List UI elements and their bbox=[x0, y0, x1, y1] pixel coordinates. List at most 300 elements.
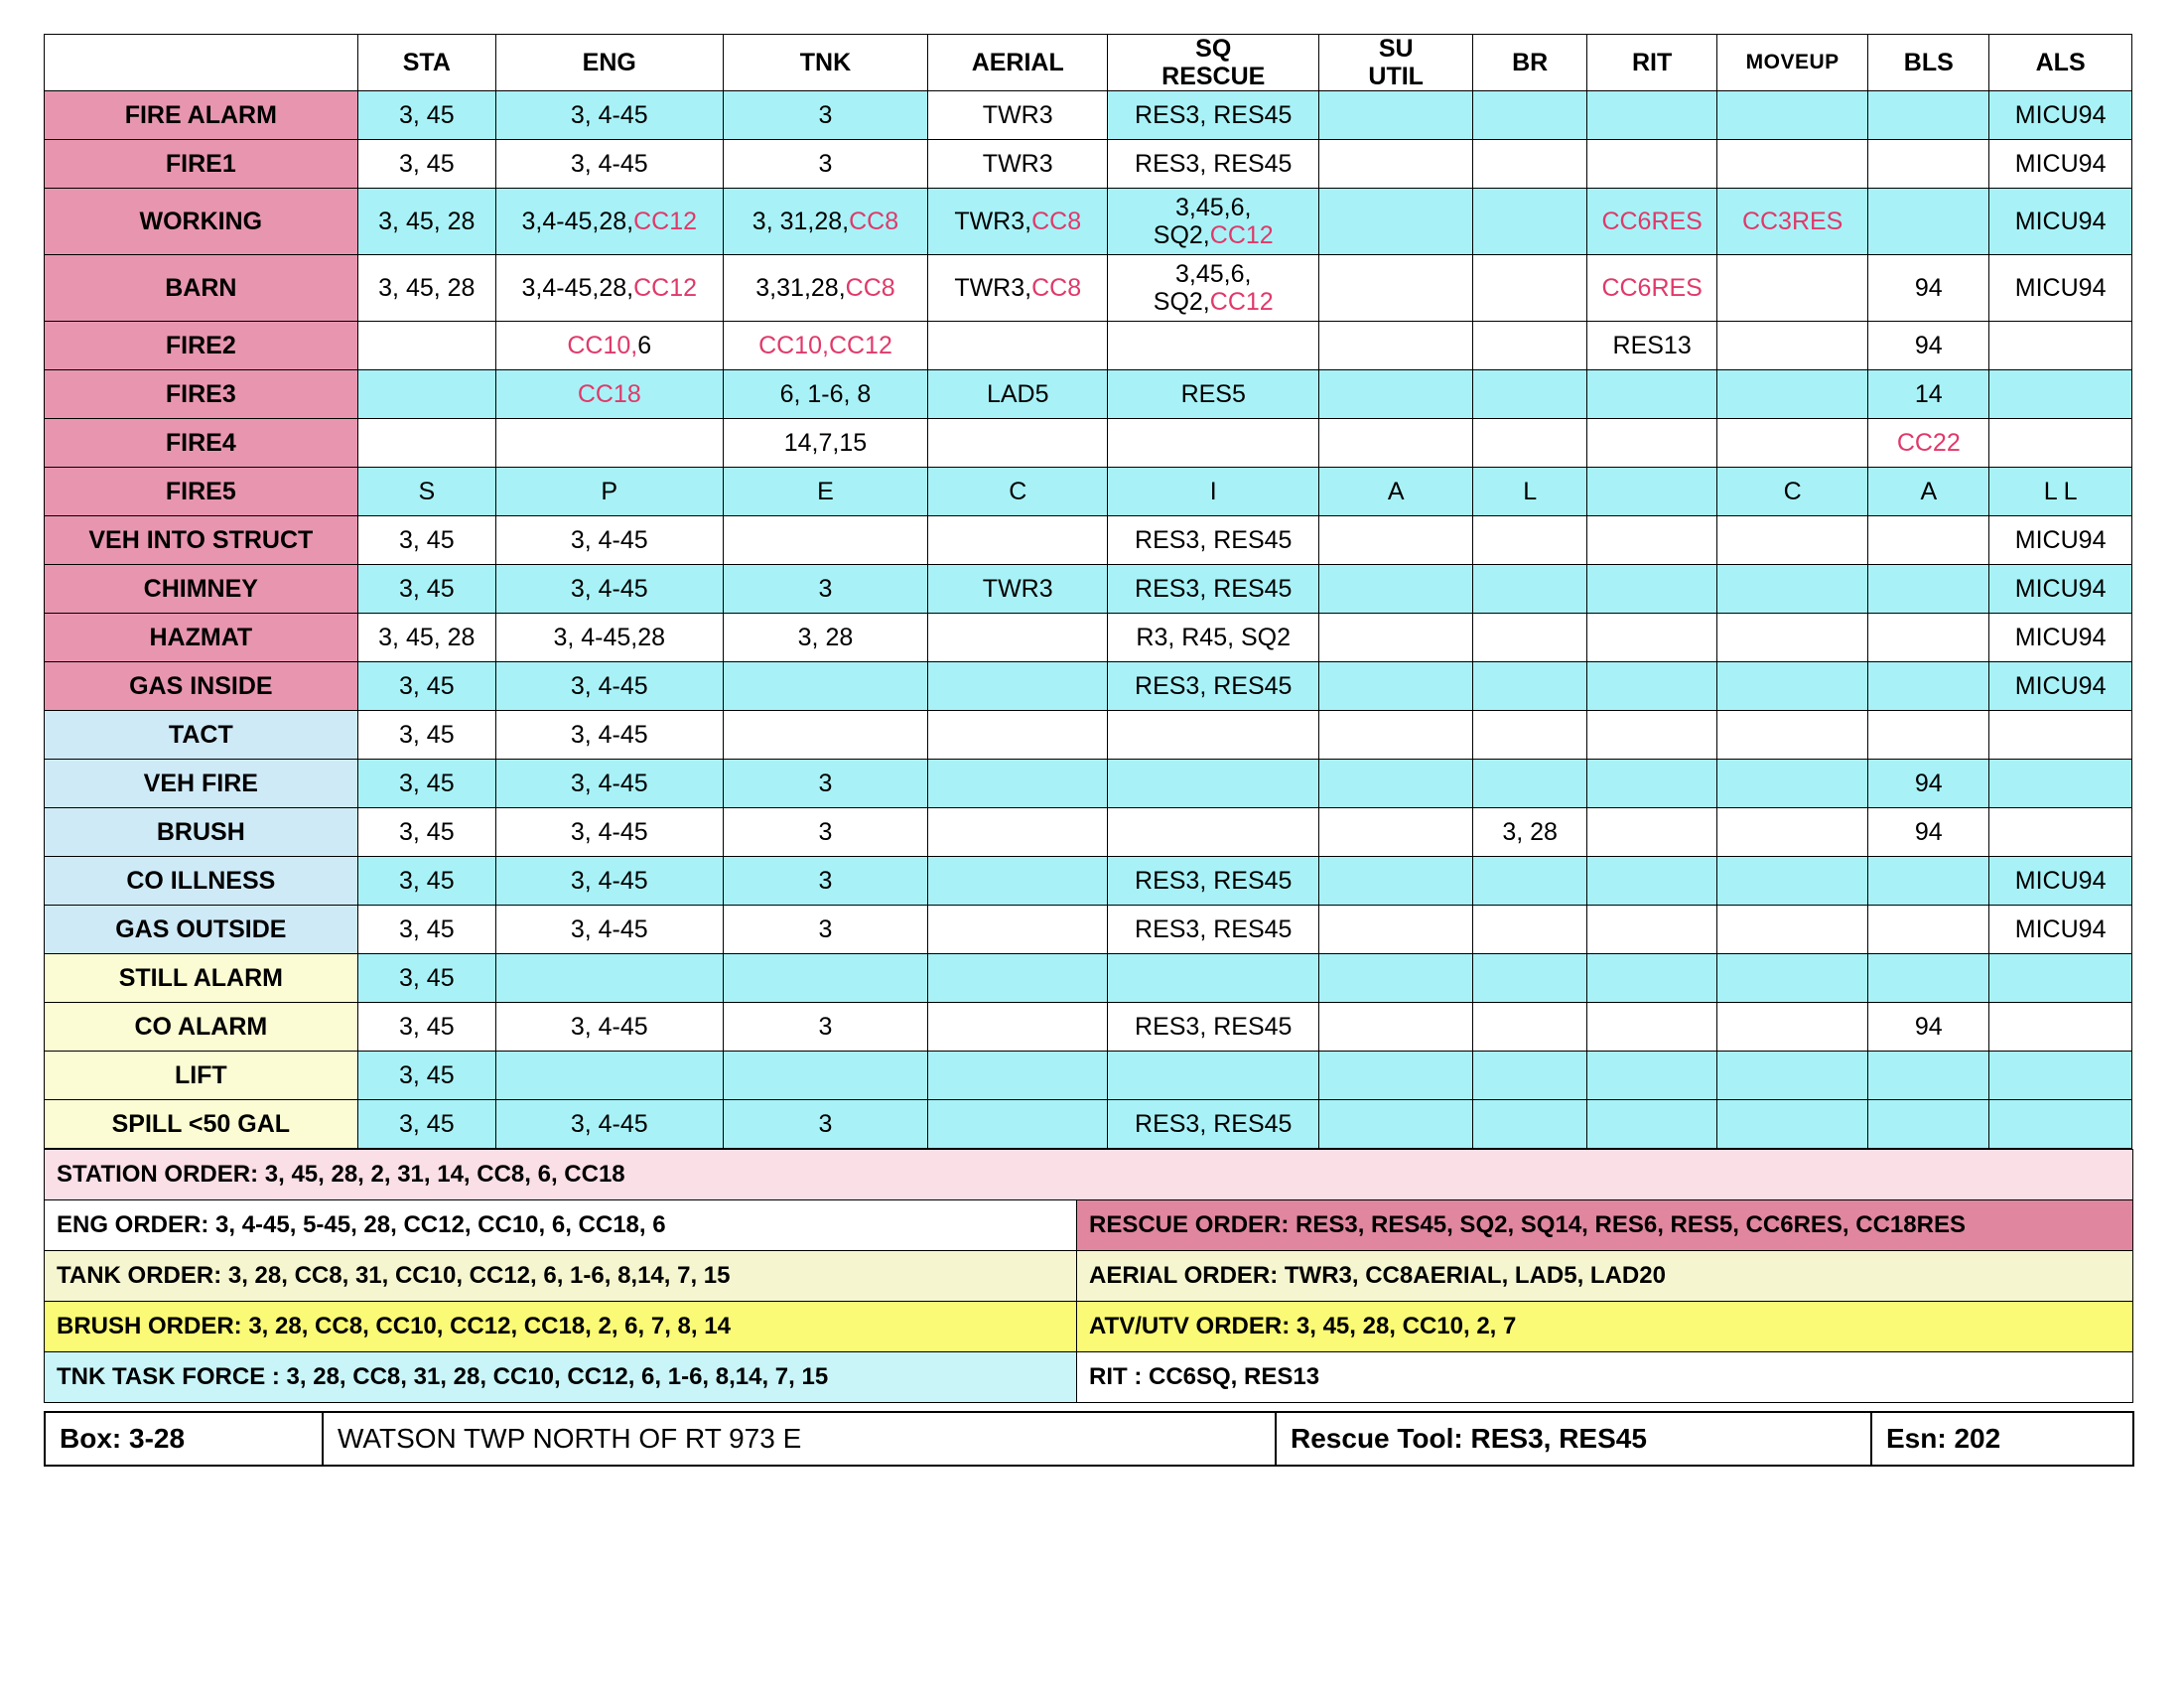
cell-sta: 3, 45 bbox=[357, 808, 495, 857]
cell-sta: 3, 45 bbox=[357, 565, 495, 614]
cell-tnk: E bbox=[723, 468, 928, 516]
cell-br bbox=[1472, 711, 1586, 760]
cell-suutil bbox=[1319, 760, 1473, 808]
cell-moveup bbox=[1716, 711, 1867, 760]
cell-eng: 3, 4-45 bbox=[495, 516, 723, 565]
row-label-gas-inside: GAS INSIDE bbox=[45, 662, 358, 711]
cell-tnk: 3 bbox=[723, 760, 928, 808]
cell-br bbox=[1472, 189, 1586, 255]
cell-bls bbox=[1868, 565, 1989, 614]
cell-als bbox=[1989, 322, 2132, 370]
cell-br bbox=[1472, 760, 1586, 808]
cell-rit bbox=[1587, 711, 1717, 760]
cell-sq: RES3, RES45 bbox=[1108, 1100, 1319, 1149]
cell-sta: 3, 45, 28 bbox=[357, 614, 495, 662]
row-label-gas-outside: GAS OUTSIDE bbox=[45, 906, 358, 954]
cell-sq bbox=[1108, 255, 1319, 322]
cell-suutil bbox=[1319, 140, 1473, 189]
cell-eng: 3, 4-45 bbox=[495, 857, 723, 906]
cell-tnk bbox=[723, 189, 928, 255]
cell-sta: 3, 45 bbox=[357, 1003, 495, 1052]
cell-moveup bbox=[1716, 370, 1867, 419]
tnk-task-force: TNK TASK FORCE : 3, 28, CC8, 31, 28, CC10, CC12, 6, 1-6, 8,14, 7, 15 bbox=[45, 1352, 1077, 1403]
row-label-working: WORKING bbox=[45, 189, 358, 255]
cell-suutil bbox=[1319, 1100, 1473, 1149]
cell-bls bbox=[1868, 857, 1989, 906]
cell-als bbox=[1989, 808, 2132, 857]
cell-suutil bbox=[1319, 711, 1473, 760]
cell-aerial bbox=[928, 1100, 1108, 1149]
row-label-barn: BARN bbox=[45, 255, 358, 322]
cell-sq bbox=[1108, 711, 1319, 760]
cell-sq: RES3, RES45 bbox=[1108, 857, 1319, 906]
table-row bbox=[45, 1052, 2132, 1100]
header-sta: STA bbox=[357, 35, 495, 91]
cell-tnk: 3 bbox=[723, 906, 928, 954]
cell-eng-text: 6 bbox=[637, 332, 652, 359]
cell-moveup bbox=[1716, 808, 1867, 857]
cell-sq bbox=[1108, 419, 1319, 468]
cell-tnk-mutual-aid: CC8 bbox=[845, 274, 895, 302]
row-label-lift: LIFT bbox=[45, 1052, 358, 1100]
row-label-co-illness: CO ILLNESS bbox=[45, 857, 358, 906]
cell-suutil: A bbox=[1319, 468, 1473, 516]
footer-bar bbox=[44, 1411, 2134, 1467]
cell-eng: P bbox=[495, 468, 723, 516]
table-row bbox=[45, 808, 2132, 857]
table-row bbox=[45, 614, 2132, 662]
cell-sq-mutual-aid: CC12 bbox=[1209, 221, 1274, 249]
cell-sta: 3, 45 bbox=[357, 1052, 495, 1100]
cell-br bbox=[1472, 662, 1586, 711]
cell-sta: 3, 45 bbox=[357, 1100, 495, 1149]
cell-br: L bbox=[1472, 468, 1586, 516]
cell-bls bbox=[1868, 954, 1989, 1003]
cell-br bbox=[1472, 906, 1586, 954]
cell-aerial bbox=[928, 516, 1108, 565]
cell-aerial bbox=[928, 255, 1108, 322]
cell-sq: I bbox=[1108, 468, 1319, 516]
cell-aerial bbox=[928, 711, 1108, 760]
cell-br bbox=[1472, 1052, 1586, 1100]
cell-tnk: 3 bbox=[723, 140, 928, 189]
table-row bbox=[45, 255, 2132, 322]
cell-tnk: 3 bbox=[723, 1100, 928, 1149]
atv-utv-order: ATV/UTV ORDER: 3, 45, 28, CC10, 2, 7 bbox=[1077, 1302, 2133, 1352]
cell-suutil bbox=[1319, 370, 1473, 419]
cell-sq bbox=[1108, 1052, 1319, 1100]
header-br: BR bbox=[1472, 35, 1586, 91]
cell-br bbox=[1472, 1100, 1586, 1149]
header-moveup: MOVEUP bbox=[1716, 35, 1867, 91]
table-row bbox=[45, 711, 2132, 760]
row-label-fire-alarm: FIRE ALARM bbox=[45, 91, 358, 140]
cell-tnk bbox=[723, 516, 928, 565]
cell-eng bbox=[495, 370, 723, 419]
row-label-co-alarm: CO ALARM bbox=[45, 1003, 358, 1052]
table-body bbox=[45, 91, 2132, 1149]
cell-bls bbox=[1868, 1100, 1989, 1149]
cell-suutil bbox=[1319, 189, 1473, 255]
cell-tnk: 3 bbox=[723, 565, 928, 614]
cell-rit bbox=[1587, 1003, 1717, 1052]
cell-eng: 3, 4-45 bbox=[495, 91, 723, 140]
cell-rit bbox=[1587, 140, 1717, 189]
cell-sq-line2 bbox=[1108, 288, 1318, 316]
cell-eng: 3, 4-45 bbox=[495, 565, 723, 614]
cell-eng: 3, 4-45 bbox=[495, 906, 723, 954]
order-row-tank-aerial bbox=[45, 1251, 2133, 1302]
cell-eng-mutual-aid: CC18 bbox=[577, 380, 641, 408]
box-number: Box: 3-28 bbox=[45, 1412, 323, 1466]
cell-sq: RES3, RES45 bbox=[1108, 91, 1319, 140]
cell-suutil bbox=[1319, 255, 1473, 322]
cell-tnk: 3 bbox=[723, 91, 928, 140]
cell-suutil bbox=[1319, 1003, 1473, 1052]
cell-bls bbox=[1868, 419, 1989, 468]
cell-als: MICU94 bbox=[1989, 857, 2132, 906]
header-rit: RIT bbox=[1587, 35, 1717, 91]
cell-tnk-mutual-aid: CC10,CC12 bbox=[758, 332, 892, 359]
cell-br bbox=[1472, 419, 1586, 468]
cell-sq bbox=[1108, 808, 1319, 857]
cell-bls bbox=[1868, 662, 1989, 711]
cell-als: MICU94 bbox=[1989, 140, 2132, 189]
box-location: WATSON TWP NORTH OF RT 973 E bbox=[323, 1412, 1276, 1466]
cell-bls bbox=[1868, 516, 1989, 565]
cell-eng-text: 3,4-45,28, bbox=[521, 208, 634, 235]
cell-aerial-text: TWR3, bbox=[954, 274, 1032, 302]
cell-eng: 3, 4-45 bbox=[495, 808, 723, 857]
order-lists-block bbox=[44, 1149, 2133, 1403]
cell-moveup bbox=[1716, 614, 1867, 662]
cell-moveup-mutual-aid: CC3RES bbox=[1741, 208, 1843, 235]
footer-row bbox=[45, 1412, 2133, 1466]
table-row bbox=[45, 468, 2132, 516]
cell-suutil bbox=[1319, 516, 1473, 565]
cell-bls-mutual-aid: CC22 bbox=[1896, 429, 1961, 457]
cell-als bbox=[1989, 370, 2132, 419]
cell-moveup bbox=[1716, 565, 1867, 614]
cell-rit bbox=[1587, 614, 1717, 662]
cell-sta: 3, 45, 28 bbox=[357, 189, 495, 255]
station-order: STATION ORDER: 3, 45, 28, 2, 31, 14, CC8, 6, CC18 bbox=[45, 1150, 2133, 1200]
table-row bbox=[45, 189, 2132, 255]
cell-eng: 3, 4-45 bbox=[495, 140, 723, 189]
cell-sq-line2 bbox=[1108, 221, 1318, 249]
cell-eng: 3, 4-45,28 bbox=[495, 614, 723, 662]
header-bls: BLS bbox=[1868, 35, 1989, 91]
cell-br bbox=[1472, 565, 1586, 614]
cell-als: MICU94 bbox=[1989, 516, 2132, 565]
cell-sta: 3, 45 bbox=[357, 711, 495, 760]
cell-suutil bbox=[1319, 906, 1473, 954]
cell-sta bbox=[357, 419, 495, 468]
cell-als bbox=[1989, 760, 2132, 808]
header-sq-line2: RESCUE bbox=[1161, 63, 1266, 90]
cell-sq: RES3, RES45 bbox=[1108, 906, 1319, 954]
cell-rit bbox=[1587, 565, 1717, 614]
cell-sta: 3, 45 bbox=[357, 140, 495, 189]
table-row bbox=[45, 419, 2132, 468]
cell-moveup bbox=[1716, 760, 1867, 808]
header-su-line2: UTIL bbox=[1368, 63, 1424, 90]
cell-moveup bbox=[1716, 322, 1867, 370]
table-row bbox=[45, 857, 2132, 906]
cell-aerial bbox=[928, 189, 1108, 255]
row-label-tact: TACT bbox=[45, 711, 358, 760]
cell-aerial-mutual-aid: CC8 bbox=[1031, 208, 1082, 235]
cell-suutil bbox=[1319, 662, 1473, 711]
cell-aerial: C bbox=[928, 468, 1108, 516]
cell-als bbox=[1989, 954, 2132, 1003]
cell-bls: 94 bbox=[1868, 760, 1989, 808]
cell-sq-line1: 3,45,6, bbox=[1175, 260, 1252, 288]
cell-eng bbox=[495, 419, 723, 468]
cell-rit bbox=[1587, 516, 1717, 565]
cell-tnk: 3 bbox=[723, 808, 928, 857]
cell-br bbox=[1472, 322, 1586, 370]
cell-bls: 14 bbox=[1868, 370, 1989, 419]
cell-tnk: 6, 1-6, 8 bbox=[723, 370, 928, 419]
cell-aerial-text: TWR3, bbox=[954, 208, 1032, 235]
cell-suutil bbox=[1319, 857, 1473, 906]
cell-bls: 94 bbox=[1868, 808, 1989, 857]
cell-suutil bbox=[1319, 808, 1473, 857]
cell-moveup bbox=[1716, 140, 1867, 189]
cell-eng bbox=[495, 255, 723, 322]
cell-tnk: 3 bbox=[723, 857, 928, 906]
cell-bls bbox=[1868, 91, 1989, 140]
cell-rit bbox=[1587, 1100, 1717, 1149]
cell-tnk-text: 3, 31,28, bbox=[751, 208, 850, 235]
cell-moveup bbox=[1716, 189, 1867, 255]
cell-aerial bbox=[928, 906, 1108, 954]
cell-sta bbox=[357, 322, 495, 370]
cell-rit bbox=[1587, 808, 1717, 857]
table-row bbox=[45, 370, 2132, 419]
cell-rit bbox=[1587, 760, 1717, 808]
cell-bls bbox=[1868, 906, 1989, 954]
cell-als: MICU94 bbox=[1989, 255, 2132, 322]
cell-bls: 94 bbox=[1868, 255, 1989, 322]
cell-moveup bbox=[1716, 419, 1867, 468]
cell-bls bbox=[1868, 614, 1989, 662]
table-row bbox=[45, 1003, 2132, 1052]
cell-tnk bbox=[723, 711, 928, 760]
cell-eng bbox=[495, 322, 723, 370]
cell-br bbox=[1472, 91, 1586, 140]
header-tnk: TNK bbox=[723, 35, 928, 91]
cell-moveup bbox=[1716, 1052, 1867, 1100]
cell-aerial-mutual-aid: CC8 bbox=[1031, 274, 1082, 302]
header-su-line1: SU bbox=[1378, 35, 1414, 63]
rescue-order: RESCUE ORDER: RES3, RES45, SQ2, SQ14, RES6, RES5, CC6RES, CC18RES bbox=[1077, 1200, 2133, 1251]
cell-rit bbox=[1587, 468, 1717, 516]
cell-bls bbox=[1868, 1052, 1989, 1100]
cell-br bbox=[1472, 1003, 1586, 1052]
cell-tnk: 14,7,15 bbox=[723, 419, 928, 468]
cell-moveup bbox=[1716, 857, 1867, 906]
cell-eng-mutual-aid: CC12 bbox=[633, 208, 698, 235]
cell-tnk bbox=[723, 1052, 928, 1100]
table-row bbox=[45, 1100, 2132, 1149]
cell-aerial bbox=[928, 419, 1108, 468]
cell-rit: RES13 bbox=[1587, 322, 1717, 370]
table-row bbox=[45, 662, 2132, 711]
cell-tnk bbox=[723, 954, 928, 1003]
cell-aerial bbox=[928, 322, 1108, 370]
cell-eng-mutual-aid: CC10, bbox=[567, 332, 638, 359]
cell-rit bbox=[1587, 419, 1717, 468]
cell-als bbox=[1989, 711, 2132, 760]
cell-aerial bbox=[928, 857, 1108, 906]
row-label-fire1: FIRE1 bbox=[45, 140, 358, 189]
cell-suutil bbox=[1319, 1052, 1473, 1100]
cell-moveup bbox=[1716, 954, 1867, 1003]
cell-suutil bbox=[1319, 565, 1473, 614]
cell-aerial: TWR3 bbox=[928, 565, 1108, 614]
cell-rit bbox=[1587, 1052, 1717, 1100]
rescue-tool: Rescue Tool: RES3, RES45 bbox=[1276, 1412, 1871, 1466]
cell-bls: A bbox=[1868, 468, 1989, 516]
cell-bls bbox=[1868, 140, 1989, 189]
cell-moveup bbox=[1716, 255, 1867, 322]
cell-bls: 94 bbox=[1868, 322, 1989, 370]
table-row bbox=[45, 906, 2132, 954]
cell-rit bbox=[1587, 906, 1717, 954]
cell-eng bbox=[495, 954, 723, 1003]
cell-moveup bbox=[1716, 662, 1867, 711]
cell-suutil bbox=[1319, 954, 1473, 1003]
cell-eng-text: 3,4-45,28, bbox=[521, 274, 634, 302]
cell-als: MICU94 bbox=[1989, 614, 2132, 662]
cell-aerial bbox=[928, 954, 1108, 1003]
cell-aerial bbox=[928, 760, 1108, 808]
order-row-brush-atv bbox=[45, 1302, 2133, 1352]
cell-moveup bbox=[1716, 906, 1867, 954]
table-row bbox=[45, 565, 2132, 614]
row-label-chimney: CHIMNEY bbox=[45, 565, 358, 614]
row-label-fire3: FIRE3 bbox=[45, 370, 358, 419]
table-row bbox=[45, 140, 2132, 189]
cell-br bbox=[1472, 140, 1586, 189]
cell-rit-mutual-aid: CC6RES bbox=[1601, 274, 1703, 302]
header-aerial: AERIAL bbox=[928, 35, 1108, 91]
cell-aerial bbox=[928, 1003, 1108, 1052]
header-als: ALS bbox=[1989, 35, 2132, 91]
esn-number: Esn: 202 bbox=[1871, 1412, 2133, 1466]
cell-eng-mutual-aid: CC12 bbox=[633, 274, 698, 302]
header-blank bbox=[45, 35, 358, 91]
eng-order: ENG ORDER: 3, 4-45, 5-45, 28, CC12, CC10, 6, CC18, 6 bbox=[45, 1200, 1077, 1251]
cell-sta: S bbox=[357, 468, 495, 516]
cell-moveup: C bbox=[1716, 468, 1867, 516]
cell-als bbox=[1989, 419, 2132, 468]
cell-sta: 3, 45, 28 bbox=[357, 255, 495, 322]
cell-sq: RES3, RES45 bbox=[1108, 1003, 1319, 1052]
cell-sta: 3, 45 bbox=[357, 91, 495, 140]
cell-aerial: TWR3 bbox=[928, 91, 1108, 140]
dispatch-assignment-table bbox=[44, 34, 2132, 1149]
cell-suutil bbox=[1319, 91, 1473, 140]
cell-tnk bbox=[723, 322, 928, 370]
header-eng: ENG bbox=[495, 35, 723, 91]
cell-bls: 94 bbox=[1868, 1003, 1989, 1052]
cell-sta bbox=[357, 370, 495, 419]
table-header bbox=[45, 35, 2132, 91]
cell-sq: RES3, RES45 bbox=[1108, 516, 1319, 565]
cell-sq-line2-text: SQ2, bbox=[1153, 288, 1210, 316]
cell-bls bbox=[1868, 189, 1989, 255]
brush-order: BRUSH ORDER: 3, 28, CC8, CC10, CC12, CC18, 2, 6, 7, 8, 14 bbox=[45, 1302, 1077, 1352]
cell-moveup bbox=[1716, 1003, 1867, 1052]
order-row-station bbox=[45, 1150, 2133, 1200]
cell-rit bbox=[1587, 189, 1717, 255]
cell-sq: R3, R45, SQ2 bbox=[1108, 614, 1319, 662]
cell-sq bbox=[1108, 954, 1319, 1003]
cell-suutil bbox=[1319, 322, 1473, 370]
cell-aerial bbox=[928, 808, 1108, 857]
row-label-brush: BRUSH bbox=[45, 808, 358, 857]
table-row bbox=[45, 91, 2132, 140]
cell-rit bbox=[1587, 954, 1717, 1003]
header-sq-line1: SQ bbox=[1195, 35, 1232, 63]
cell-sq bbox=[1108, 322, 1319, 370]
cell-als: L L bbox=[1989, 468, 2132, 516]
cell-sq-line2-text: SQ2, bbox=[1153, 221, 1210, 249]
cell-tnk: 3, 28 bbox=[723, 614, 928, 662]
cell-rit bbox=[1587, 662, 1717, 711]
cell-moveup bbox=[1716, 1100, 1867, 1149]
cell-als bbox=[1989, 1052, 2132, 1100]
cell-tnk bbox=[723, 255, 928, 322]
cell-als: MICU94 bbox=[1989, 662, 2132, 711]
cell-als: MICU94 bbox=[1989, 906, 2132, 954]
cell-eng: 3, 4-45 bbox=[495, 711, 723, 760]
cell-tnk-mutual-aid: CC8 bbox=[849, 208, 899, 235]
cell-bls bbox=[1868, 711, 1989, 760]
cell-moveup bbox=[1716, 516, 1867, 565]
cell-eng bbox=[495, 189, 723, 255]
cell-aerial bbox=[928, 662, 1108, 711]
cell-eng: 3, 4-45 bbox=[495, 1003, 723, 1052]
cell-br bbox=[1472, 370, 1586, 419]
row-label-hazmat: HAZMAT bbox=[45, 614, 358, 662]
cell-als bbox=[1989, 1100, 2132, 1149]
cell-tnk: 3 bbox=[723, 1003, 928, 1052]
header-su-util bbox=[1319, 35, 1473, 91]
cell-eng: 3, 4-45 bbox=[495, 1100, 723, 1149]
cell-sq-mutual-aid: CC12 bbox=[1209, 288, 1274, 316]
cell-sta: 3, 45 bbox=[357, 516, 495, 565]
header-row bbox=[45, 35, 2132, 91]
row-label-fire5: FIRE5 bbox=[45, 468, 358, 516]
header-sq-rescue bbox=[1108, 35, 1319, 91]
cell-sq: RES3, RES45 bbox=[1108, 140, 1319, 189]
cell-br bbox=[1472, 516, 1586, 565]
row-label-veh-fire: VEH FIRE bbox=[45, 760, 358, 808]
cell-eng bbox=[495, 1052, 723, 1100]
cell-eng: 3, 4-45 bbox=[495, 662, 723, 711]
cell-sta: 3, 45 bbox=[357, 662, 495, 711]
aerial-order: AERIAL ORDER: TWR3, CC8AERIAL, LAD5, LAD20 bbox=[1077, 1251, 2133, 1302]
cell-tnk-text: 3,31,28, bbox=[755, 274, 846, 302]
cell-rit bbox=[1587, 255, 1717, 322]
cell-sq: RES5 bbox=[1108, 370, 1319, 419]
cell-aerial bbox=[928, 1052, 1108, 1100]
cell-sta: 3, 45 bbox=[357, 857, 495, 906]
